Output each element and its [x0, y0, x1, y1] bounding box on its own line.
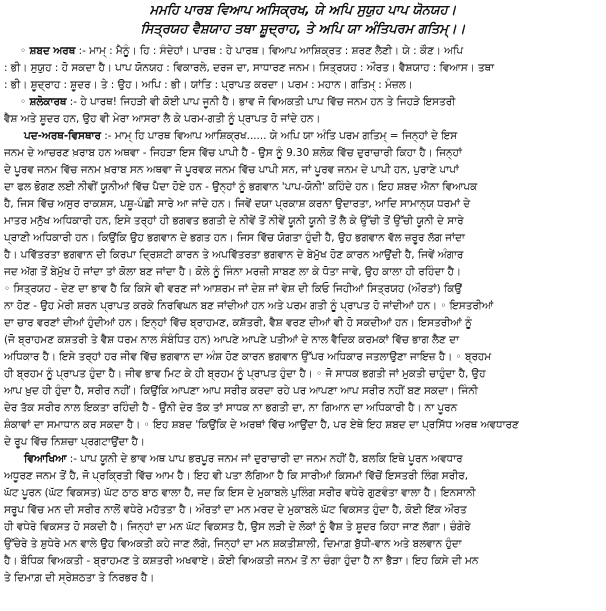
padarth-line: ਸ਼ੰਕਾਵਾਂ ਦਾ ਸਮਾਧਾਨ ਕਰ ਸਕਦਾ ਹੈ। ◦ ਇਹ ਸ਼ਬਦ 'ਕਿਉਂਕਿ ਦੇ ਅਰਥਾਂ ਵਿੱਚ ਆਉਂਦਾ ਹੈ, ਪਰ ਏਥੇ ਇਹ ਸ਼ਬਦ ਦਾ ਪ੍ਰਸਿੱਧ ਅਰਥ ਅਵਧਾਰਣ	[4, 419, 519, 431]
viakhia-line: ਤੇ ਦਿਮਾਗ਼ ਦੀ ਸ੍ਰੇਸ਼ਠਤਾ ਤੇ ਨਿਰਭਰ ਹੈ।	[4, 572, 155, 584]
shabad-arth-line: ◦ ਸ਼ਬਦ ਅਰਥ :- ਮਾਮ੍ : ਮੈਨੂੰ। ਹਿ : ਸੰਦੇਹਾਂ। ਪਾਰਥ : ਹੇ ਪਾਰਥ। ਵਿਆਪ ਆਸ਼ਿਕ੍ਰਤ : ਸ਼ਰਣ ਲੈਣੀ। ਯੇ : ਕੌਣ। ਅਪਿ	[20, 45, 464, 57]
document-body	[0, 39, 606, 587]
padarth-text: :- ਮਾਮ੍ ਹਿ ਪਾਰਥ ਵਿਆਪ ਆਸ਼ਿਕ੍ਰਖ...... ਯੇ ਅਪਿ ਯਾ ਅੰਤਿ ਪਰਮ ਗਤਿਮ੍ = ਜਿਨ੍ਹਾਂ ਦੇ ਇਸ	[104, 130, 458, 142]
viakhia-line: ਹੀ ਵਧੇਰੇ ਵਿਕਸਤ ਹੋ ਸਕਦੀ ਹੈ। ਜਿਨ੍ਹਾਂ ਦਾ ਮਨ ਘੱਟ ਵਿਕਸਤ ਹੈ, ਉਸ ਲੜੀ ਦੇ ਲੋਕਾਂ ਨੂੰ ਵੈਸ਼ ਤੇ ਸ਼ੂਦਰ ਕਿਹਾ ਜਾਣ ਲੱਗਾ। ਚੰਗੇਰੇ	[4, 521, 471, 533]
shloka-heading	[0, 1, 606, 39]
padarth-line: ◦ ਸਿਤ੍ਰਯਹ - ਦੇਣ ਦਾ ਭਾਵ ਹੈ ਕਿ ਕਿਸੇ ਵੀ ਵਰਣ ਜਾਂ ਆਸ਼ਰਮ ਜਾਂ ਦੇਸ਼ ਜਾਂ ਵੇਸ਼ ਦੀ ਕਿਓ ਜਿਹੀਆਂ ਸਿਤ੍ਰਯਹ (ਔਰਤਾਂ) ਕਿਉਂ	[4, 283, 462, 295]
padarth-line: ਦਾ ਚਾਰ ਵਰਣਾਂ ਦੀਆਂ ਹੁੰਦੀਆਂ ਹਨ। ਇਨ੍ਹਾਂ ਵਿੱਚ ਬ੍ਰਾਹਮਣ, ਕਸ਼ੱਤਰੀ, ਵੈਸ਼ ਵਰਣ ਦੀਆਂ ਵੀ ਹੋ ਸਕਦੀਆਂ ਹਨ। ਇਸਤਰੀਆਂ ਨੂੰ	[4, 317, 472, 329]
shlokarth-label: ਸ਼ਲੋਕਾਰਥ	[29, 96, 67, 108]
padarth-line: ਦੇ ਪੂਰਵ ਜਨਮ ਵਿੱਚ ਜਨਮ ਖ਼ਰਾਬ ਸਨ ਅਥਵਾ ਜੋ ਪੂਰਵਕ ਜਨਮ ਵਿੱਚ ਪਾਪੀ ਸਨ, ਜਾਂ ਪੂਰਵ ਜਨਮ ਦੇ ਪਾਪੀ ਹਨ, ਪੁਰਾਣੇ ਪਾਪਾਂ	[4, 164, 459, 176]
viakhia-label: ਵਿਆਖਿਆ	[24, 453, 67, 465]
padarth-line: ਹੈ, ਜਿਸ ਵਿੱਚ ਅਸੁਰ ਰਾਕਸ਼ਸ, ਪਸ਼ੂ-ਪੰਛੀ ਸਾਰੇ ਆ ਜਾਂਦੇ ਹਨ। ਜਿਵੇਂ ਦਯਾ ਪ੍ਰਕਾਸ਼ ਕਰਨਾ ਉਦਾਰਤਾ, ਆਦਿ ਸਾਮਾਨ੍ਯ ਧਰਮਾਂ ਦੇ	[4, 198, 471, 210]
viakhia-line: ਸਰੂਪ ਵਿੱਚ ਮਨ ਦੀ ਸਰੀਰ ਨਾਲੋਂ ਵਧੇਰੇ ਮਹੱਤਤਾ ਹੈ। ਔਰਤਾਂ ਦਾ ਮਨ ਮਰਦ ਦੇ ਮੁਕਾਬਲੇ ਘੱਟ ਵਿਕਸਤ ਹੁੰਦਾ ਹੈ, ਕੋਈ ਇੱਕ ਔਰਤ	[4, 504, 467, 516]
viakhia-line: ਹੈ। ਬੌਧਿਕ ਵਿਅਕਤੀ - ਬ੍ਰਾਹਮਣ ਤੇ ਕਸ਼ਤਰੀ ਅਖਵਾਏ। ਕੋਈ ਵਿਅਕਤੀ ਜਨਮ ਤੋਂ ਨਾ ਚੰਗਾ ਹੁੰਦਾ ਹੈ ਨਾ ਭੈੜਾ। ਇਹ ਕਿਸੇ ਦੀ ਮਨ	[4, 555, 479, 567]
shabad-arth-text: :- ਮਾਮ੍ : ਮੈਨੂੰ। ਹਿ : ਸੰਦੇਹਾਂ। ਪਾਰਥ : ਹੇ ਪਾਰਥ। ਵਿਆਪ ਆਸ਼ਿਕ੍ਰਤ : ਸ਼ਰਣ ਲੈਣੀ। ਯੇ : ਕੌਣ। ਅਪਿ	[78, 45, 464, 57]
padarth-line: ਹੈ। ਪਵਿੱਤਰਤਾ ਭਗਵਾਨ ਦੀ ਕਿਰਪਾ ਦ੍ਰਿਸ਼ਟੀ ਕਾਰਨ ਤੇ ਅਪਵਿੱਤਰਤਾ ਭਗਵਾਨ ਦੇ ਬੇਮੁੱਖ ਹੋਣ ਕਾਰਨ ਆਉਂਦੀ ਹੈ, ਜਿਵੇਂ ਅੰਗਾਰ	[4, 249, 464, 261]
viakhia-line: ਅਧੂਰਣ ਜਨਮ ਤੋਂ ਹੈ, ਜੋ ਪ੍ਰਕ੍ਰਿਤੀ ਵਿੱਚ ਆਮ ਹੈ। ਇਹ ਵੀ ਪਤਾ ਲੱਗਿਆ ਹੈ ਕਿ ਸਾਰੀਆਂ ਕਿਸਮਾਂ ਵਿੱਚੋਂ ਇਸਤਰੀ ਲਿੰਗ ਸਰੀਰ,	[4, 470, 469, 482]
padarth-line: ਜਦ ਅੱਗ ਤੋਂ ਬੇਮੁੱਖ ਹੋ ਜਾਂਦਾ ਤਾਂ ਕੋਲਾ ਬਣ ਜਾਂਦਾ ਹੈ। ਕੋਲੇ ਨੂੰ ਜਿੰਨਾ ਮਰਜ਼ੀ ਸਾਬਣ ਲਾ ਕੇ ਧੋਤਾ ਜਾਵੇ, ਉਹ ਕਾਲਾ ਹੀ ਰਹਿੰਦਾ ਹੈ।	[4, 266, 461, 278]
shlokarth-line: ◦ ਸ਼ਲੋਕਾਰਥ :- ਹੇ ਪਾਰਥ! ਜਿਹੜੀ ਵੀ ਕੋਈ ਪਾਪ ਜੂਨੀ ਹੈ। ਭਾਵ ਜੋ ਵਿਅਕਤੀ ਪਾਪ ਵਿੱਚ ਜਨਮ ਹਨ ਤੇ ਜਿਹੜੇ ਇਸਤਰੀ	[20, 96, 456, 108]
shabad-arth-line: : ਭੀ। ਸੁਯੁਹ : ਹੋ ਸਕਦਾ ਹੈ। ਪਾਪ ਯੋਨਯਹ : ਵਿਕਾਰਲੇ, ਦਰਜ ਦਾ, ਸਾਧਾਰਣ ਜਨਮ। ਸਿਤ੍ਰਯਹ : ਔਰਤ। ਵੈਸ਼ਯਾਹ : ਵਿਆਸ। ਤਥਾ	[4, 62, 495, 74]
shabad-arth-line: : ਭੀ। ਸ਼ੂਦ੍ਰਾਹ : ਸ਼ੂਦਰ। ਤੇ : ਉਹ। ਅਪਿ : ਭੀ। ਯਾਂਤਿ : ਪ੍ਰਾਪਤ ਕਰਦਾ। ਪਰਮ : ਮਹਾਨ। ਗਤਿਮ੍ : ਮੰਜ਼ਲ।	[4, 79, 413, 91]
shlokarth-text: :- ਹੇ ਪਾਰਥ! ਜਿਹੜੀ ਵੀ ਕੋਈ ਪਾਪ ਜੂਨੀ ਹੈ। ਭਾਵ ਜੋ ਵਿਅਕਤੀ ਪਾਪ ਵਿੱਚ ਜਨਮ ਹਨ ਤੇ ਜਿਹੜੇ ਇਸਤਰੀ	[69, 96, 456, 108]
padarth-line: ਦੇ ਰੂਪ ਵਿੱਚ ਨਿਸ਼ਚਾ ਪ੍ਰਗਟਾਉਂਦਾ ਹੈ।	[4, 436, 145, 448]
padarth-line: ਮਾਤਰ ਮਨੁੱਖ ਅਧਿਕਾਰੀ ਹਨ, ਇਸੇ ਤਰ੍ਹਾਂ ਹੀ ਭਗਵਤ ਭਗਤੀ ਦੇ ਨੀਵੇਂ ਤੋਂ ਨੀਵੇਂ ਯੂਨੀ ਯੂਨੀ ਤੋਂ ਲੈ ਕੇ ਉੱਚੀ ਤੋਂ ਉੱਚੀ ਯੂਨੀ ਦੇ ਸਾਰੇ	[4, 215, 464, 227]
padarth-line: (ਜੋ ਬ੍ਰਾਹਮਣ ਕਸ਼ਤਰੀ ਤੇ ਵੈਸ਼ ਧਰਮ ਨਾਲ ਸੰਬੰਧਿਤ ਹਨ) ਆਪਣੇ ਆਪਣੇ ਪਤੀਆਂ ਦੇ ਨਾਲ ਵੈਦਿਕ ਕਰਮਕਾਂ ਵਿੱਚ ਭਾਗ ਲੈਣ ਦਾ	[4, 334, 459, 346]
viakhia-line: ਘੱਟ ਪੂਰਨ (ਘੱਟ ਵਿਕਸਤ) ਘੱਟ ਠਾਠ ਬਾਠ ਵਾਲਾ ਹੈ, ਜਦ ਕਿ ਇਸ ਦੇ ਮੁਕਾਬਲੇ ਪੁਲਿੰਗ ਸਰੀਰ ਵਧੇਰੇ ਗੁਣਵੰਤਾ ਵਾਲਾ ਹੈ। ਇਨਸਾਨੀ	[4, 487, 476, 499]
padarth-label: ਪਦ-ਅਰਥ-ਵਿਸਥਾਰ	[24, 130, 101, 142]
padarth-line	[4, 128, 598, 145]
padarth-line: ਨਾ ਹੋਣ - ਉਹ ਮੇਰੀ ਸ਼ਰਨ ਪ੍ਰਾਪਤ ਕਰਕੇ ਨਿਰਵਿਘਨ ਬਣ ਜਾਂਦੀਆਂ ਹਨ ਅਤੇ ਪਰਮ ਗਤੀ ਨੂੰ ਪ੍ਰਾਪਤ ਹੋ ਜਾਂਦੀਆਂ ਹਨ। ◦ ਇਸਤਰੀਆਂ	[4, 300, 494, 312]
padarth-line: ਹੀ ਬ੍ਰਹਮ ਨੂੰ ਪ੍ਰਾਪਤ ਹੁੰਦਾ ਹੈ। ਜੀਵ ਭਾਵ ਮਿਟ ਕੇ ਹੀ ਬ੍ਰਹਮ ਨੂੰ ਪ੍ਰਾਪਤ ਹੁੰਦਾ ਹੈ। ◦ ਜੋ ਸਾਧਕ ਭਗਤੀ ਜਾਂ ਮੁਕਤੀ ਚਾਹੁੰਦਾ ਹੈ, ਉਹ	[4, 368, 486, 380]
viakhia-text: :- ਪਾਪ ਯੂਨੀ ਦੇ ਭਾਵ ਅਥ ਪਾਪ ਭਰਪੂਰ ਜਨਮ ਜਾਂ ਦੁਰਾਚਾਰੀ ਦਾ ਜਨਮ ਨਹੀਂ ਹੈ, ਬਲਕਿ ਇਥੇ ਪੂਰਨ ਅਵਧਾਰ	[69, 453, 463, 465]
viakhia-line	[4, 451, 598, 468]
padarth-line: ਪ੍ਰਾਣੀ ਅਧਿਕਾਰੀ ਹਨ। ਕਿਉਂਕਿ ਉਹ ਭਗਵਾਨ ਦੇ ਭਗਤ ਹਨ। ਜਿਸ ਵਿੱਚ ਯੋਗਤਾ ਹੁੰਦੀ ਹੈ, ਉਹ ਭਗਵਾਨ ਵੱਲ ਜ਼ਰੂਰ ਲੱਗ ਜਾਂਦਾ	[4, 232, 465, 244]
padarth-line: ਜਨਮ ਦੇ ਆਚਰਣ ਖ਼ਰਾਬ ਹਨ ਅਥਵਾ - ਜਿਹੜਾ ਇਸ ਵਿੱਚ ਪਾਪੀ ਹੈ - ਉਸ ਨੂੰ 9.30 ਸ਼ਲੋਕ ਵਿੱਚ ਦੁਰਾਚਾਰੀ ਕਿਹਾ ਹੈ। ਜਿਨ੍ਹਾਂ	[4, 147, 462, 159]
padarth-line: ਦੇਰ ਤੱਕ ਸਰੀਰ ਨਾਲ ਇਕਤਾ ਰਹਿੰਦੀ ਹੈ - ਉੰਨੀ ਦੇਰ ਤੱਕ ਤਾਂ ਸਾਧਕ ਨਾ ਭਗਤੀ ਦਾ, ਨਾ ਗਿਆਨ ਦਾ ਅਧਿਕਾਰੀ ਹੈ। ਨਾ ਪੂਰਨ	[4, 402, 458, 414]
shloka-line: ਸਿਤ੍ਰਯਹ ਵੈਸ਼ਯਾਹ ਤਥਾ ਸ਼ੂਦ੍ਰਾਹ, ਤੇ ਅਪਿ ਯਾ ਅੰਤਿਪਰਮ ਗਤਿਮ੍।।	[140, 22, 466, 37]
padarth-line: ਆਪ ਖ਼ੁਦ ਹੀ ਹੁੰਦਾ ਹੈ, ਸਰੀਰ ਨਹੀਂ। ਕਿਉਂਕਿ ਆਪਣਾ ਆਪ ਸਰੀਰ ਕਰਦਾ ਰਹੇ ਪਰ ਆਪਣਾ ਆਪ ਸਰੀਰ ਨਹੀਂ ਬਣ ਸਕਦਾ। ਜਿੰਨੀ	[4, 385, 478, 397]
shabad-arth-label: ਸ਼ਬਦ ਅਰਥ	[29, 45, 76, 57]
padarth-line: ਅਧਿਕਾਰ ਹੈ। ਇਸੇ ਤਰ੍ਹਾਂ ਹਰ ਜੀਵ ਵਿੱਚ ਭਗਵਾਨ ਦਾ ਅੰਸ਼ ਹੋਣ ਕਾਰਨ ਭਗਵਾਨ ਉੱਪਰ ਅਧਿਕਾਰ ਜਤਲਾਉਣਾ ਜਾਇਜ਼ ਹੈ। ◦ ਬ੍ਰਹਮ	[4, 351, 492, 363]
shloka-line: ਮਮਹਿ ਪਾਰਬ ਵਿਆਪ ਅਸਿਕ੍ਰਖ, ਯੇ ਅਪਿ ਸੁਯੁਹ ਪਾਪ ਯੋਨਯਹ।	[149, 3, 457, 18]
padarth-line: ਦਾ ਫਲ ਭੋਗਣ ਲਈ ਨੀਵੀਂ ਯੂਨੀਆਂ ਵਿੱਚ ਪੈਦਾ ਹੋਏ ਹਨ - ਉਨ੍ਹਾਂ ਨੂੰ ਭਗਵਾਨ 'ਪਾਪ-ਯੋਨੀ' ਕਹਿੰਦੇ ਹਨ। ਇਹ ਸ਼ਬਦ ਐਨਾ ਵਿਆਪਕ	[4, 181, 478, 193]
viakhia-line: ਉੱਚੇਰੇ ਤੇ ਸ਼ੁਧੇਰੇ ਮਨ ਵਾਲੇ ਉਹ ਵਿਅਕਤੀ ਕਹੇ ਜਾਣ ਲੱਗੇ, ਜਿਨ੍ਹਾਂ ਦਾ ਮਨ ਸ਼ਕਤੀਸ਼ਾਲੀ, ਦਿਮਾਗ਼ ਬੁੱਧੀ-ਵਾਨ ਅਤੇ ਬਲਵਾਨ ਹੁੰਦਾ	[4, 538, 462, 550]
shlokarth-line: ਵੈਸ਼ ਅਤੇ ਸ਼ੂਦਰ ਹਨ, ਉਹ ਵੀ ਮੇਰਾ ਆਸਰਾ ਲੈ ਕੇ ਪਰਮ-ਗਤੀ ਨੂੰ ਪ੍ਰਾਪਤ ਹੋ ਜਾਂਦੇ ਹਨ।	[4, 113, 321, 125]
